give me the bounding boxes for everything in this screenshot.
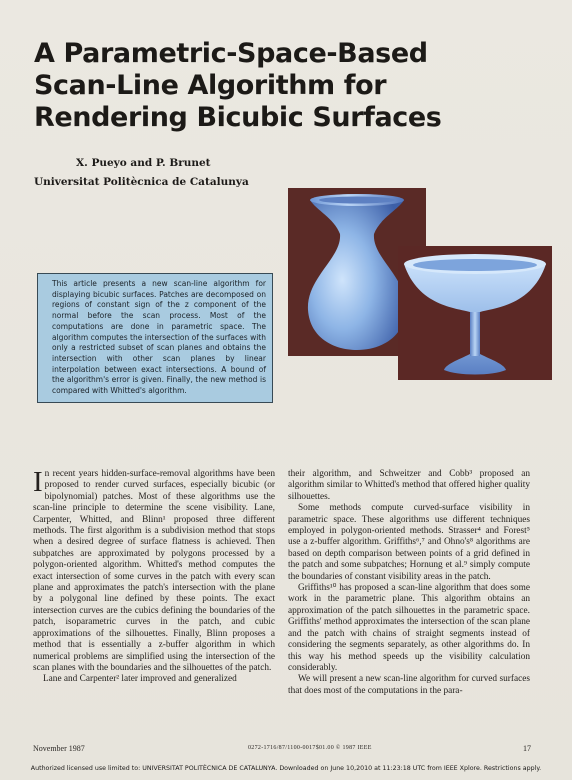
body-column-right (288, 469, 530, 697)
paragraph (33, 466, 275, 674)
paragraph-text: n recent years hidden-surface-removal algorithms have been proposed to render curved surfaces, especially bicubic (or bipolynomial) patches. Most of these algorithms use the scan-line principle to determine the scene visibility. Lane, Carpenter, Whitted, and Blinn¹ proposed three different methods. The first algorithm is a subdivision method that stops when a desired degree of surface flatness is achieved. Then subpatches are approximated by polygons processed by a polygon-oriented algorithm. Whitted's method computes the exact intersection of some curves in the patch with every scan plane and approximates the patch's intersection with the plane by a polygonal line defined by these points. The exact intersection curves are the cubics defining the boundaries of the patch, isoparametric curves in the patch, and cubic approximations of the silhouettes. Finally, Blinn proposes a method that is essentially a z-buffer algorithm in which numerical problems are simplified using the intersection of the scan planes with the boundaries and the silhouettes of the patch. (33, 469, 275, 673)
author-names: X. Pueyo and P. Brunet (76, 157, 211, 169)
license-notice: Authorized licensed use limited to: UNIVERSITAT POLITÈCNICA DE CATALUNYA. Downloaded on June 10,2010 at 11:23:18 UTC from IEEE Xplore. Restrictions apply. (30, 765, 542, 772)
paragraph: their algorithm, and Schweitzer and Cobb³ proposed an algorithm similar to Whitted's method that offered higher quality silhouettes. (288, 469, 530, 502)
paragraph: Griffiths¹⁰ has proposed a scan-line algorithm that does some work in the parametric plane. This algorithm obtains an approximation of the patch silhouettes in the parametric space. Griffiths' method approximates the intersection of the scan plane and the patch with chains of straight segments instead of considering the segments separately, as other algorithms do. In this way his method speeds up the visibility calculation considerably. (288, 583, 530, 673)
paragraph: Lane and Carpenter² later improved and generalized (43, 674, 237, 685)
page-number: 17 (523, 744, 531, 753)
goblet-icon (398, 246, 552, 380)
body-column-left (33, 466, 275, 686)
title-line-3: Rendering Bicubic Surfaces (34, 102, 442, 133)
author-affiliation: Universitat Politècnica de Catalunya (34, 176, 249, 188)
paragraph: We will present a new scan-line algorithm for curved surfaces that does most of the computations in the para- (288, 674, 530, 696)
title-line-1: A Parametric-Space-Based (34, 38, 428, 69)
title-line-2: Scan-Line Algorithm for (34, 70, 387, 101)
issue-date: November 1987 (33, 744, 85, 753)
drop-cap: I (33, 466, 43, 498)
abstract-box: This article presents a new scan-line algorithm for displaying bicubic surfaces. Patches are decomposed on regions of constant sign of the z component of the normal before the scan process. Most of the computations are done in parametric space. The algorithm computes the intersection of the surfaces with only a restricted subset of scan planes and obtains the intersection with other scan planes by linear interpolation between exact intersections. A bound of the algorithm's error is given. Finally, the new method is compared with Whitted's algorithm. (37, 273, 273, 403)
copyright-code: 0272-1716/87/1100-0017$01.00 © 1987 IEEE (248, 745, 372, 751)
article-title (34, 38, 504, 134)
paragraph: Some methods compute curved-surface visibility in parametric space. These algorithms use different techniques employed in polygon-oriented methods. Strasser⁴ and Forest⁵ use a z-buffer algorithm. Griffiths⁶,⁷ and Ohno's⁸ algorithms are based on depth comparison between points of a grid defined in the patch and some subpatches; Hornung et al.⁹ simply compute the boundaries of constant visibility areas in the patch. (288, 503, 530, 582)
goblet-render-image (398, 246, 552, 380)
